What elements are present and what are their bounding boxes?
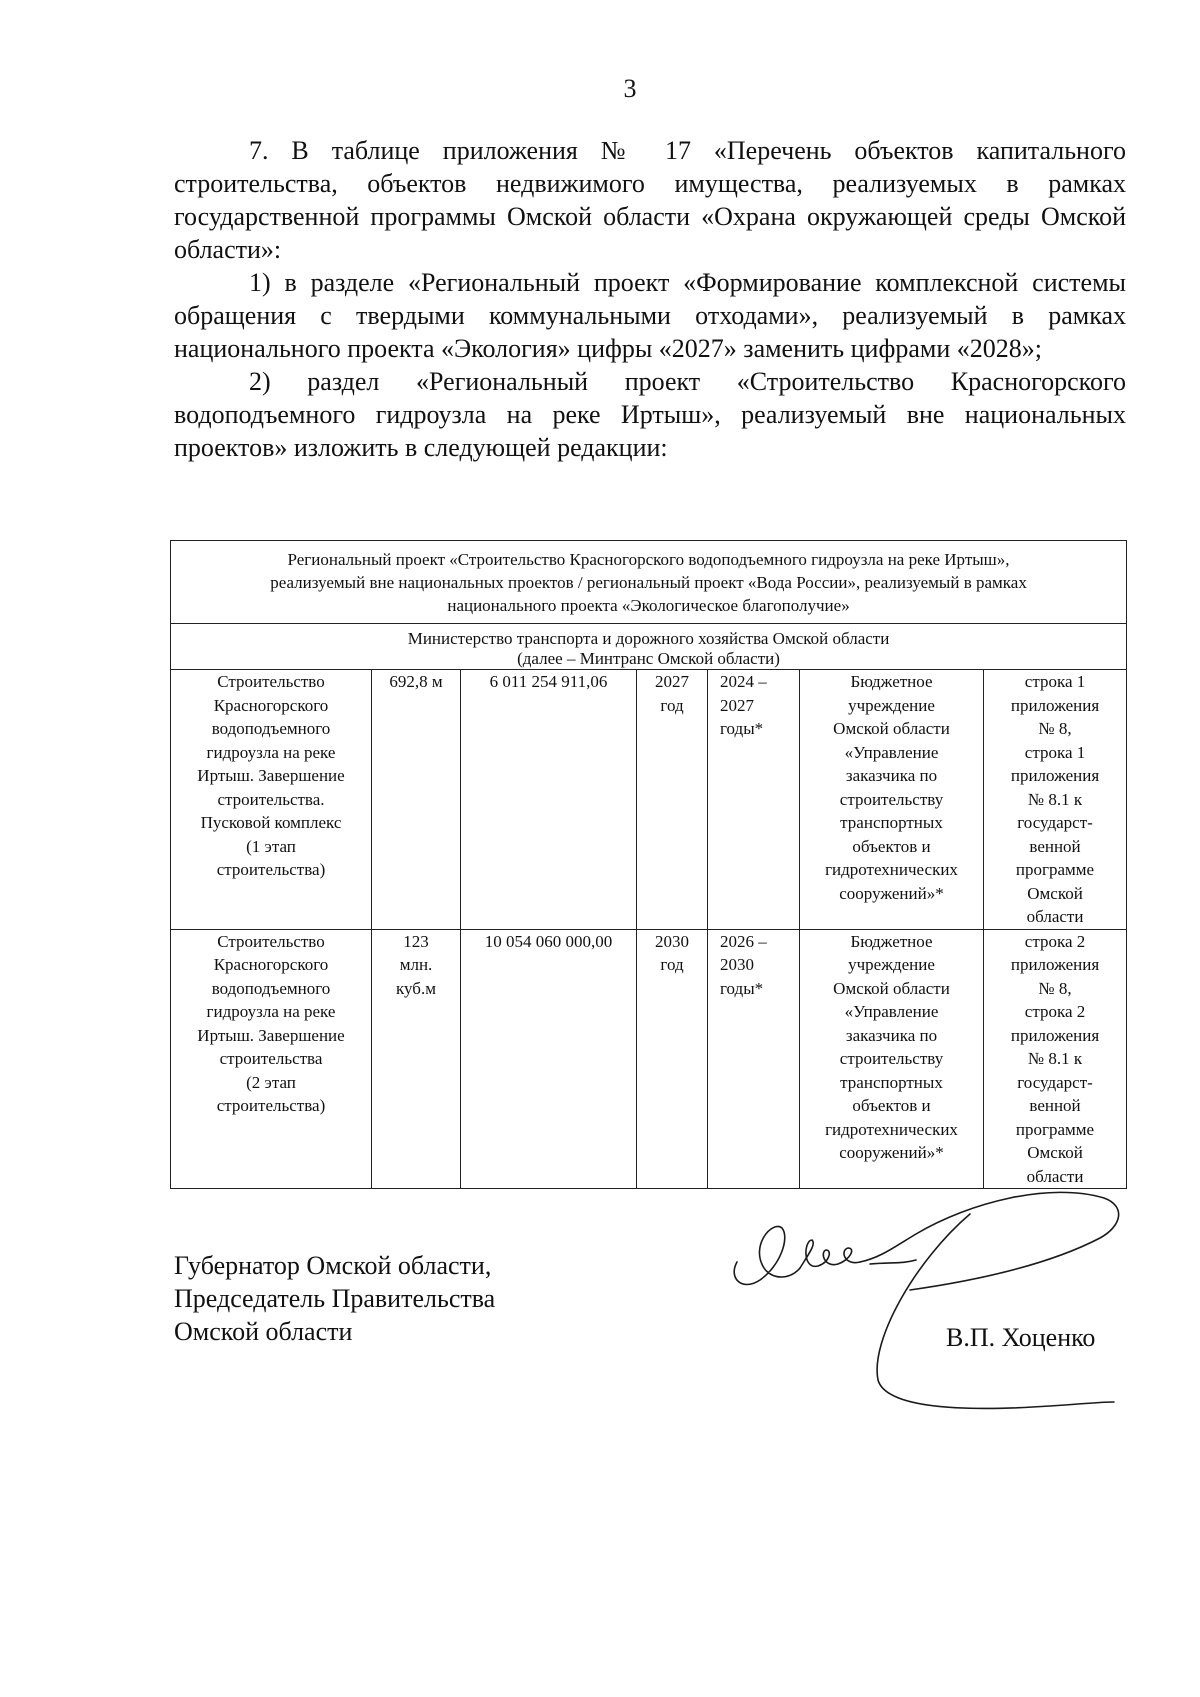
table-row	[171, 670, 1127, 930]
paragraph-subitem-2: 2) раздел «Региональный проект «Строительство Красногорского водоподъемного гидроузла на реке Иртыш», реализуемый вне национальных проектов» изложить в следующей редакции:	[174, 367, 1126, 462]
paragraph-item-7: 7. В таблице приложения № 17 «Перечень объектов капитального строительства, объектов недвижимого имущества, реализуемых в рамках государственной программы Омской области «Охрана окружающей среды Омской области»:	[174, 136, 1126, 264]
paragraph-subitem-1: 1) в разделе «Региональный проект «Формирование комплексной системы обращения с твердыми коммунальными отходами», реализуемый в рамках национального проекта «Экология» цифры «2027» заменить цифрами «2028»;	[174, 268, 1126, 363]
signature-stroke	[877, 1214, 1114, 1408]
completion-year-cell: 2030 год	[637, 929, 708, 1189]
document-body	[174, 134, 1126, 464]
capacity-cell: 692,8 м	[372, 670, 461, 930]
signature-stroke	[870, 1260, 916, 1264]
signature-stroke	[860, 1192, 1119, 1290]
table-row	[171, 929, 1127, 1189]
table-ministry-row	[171, 624, 1127, 670]
signatory-title-line: Омской области	[174, 1317, 353, 1346]
handwritten-signature	[720, 1180, 1140, 1430]
cost-cell: 10 054 060 000,00	[461, 929, 637, 1189]
customer-cell: Бюджетное учреждение Омской области «Управление заказчика по строительству транспортных объектов и гидротехнических сооружений»*	[800, 670, 984, 930]
table-header-row	[171, 541, 1127, 624]
implementation-period-cell: 2026 – 2030 годы*	[708, 929, 800, 1189]
capital-objects-table	[170, 540, 1127, 1189]
object-name-cell: Строительство Красногорского водоподъемного гидроузла на реке Иртыш. Завершение строительства (2 этап строительства)	[171, 929, 372, 1189]
signatory-title-line: Председатель Правительства	[174, 1284, 496, 1313]
regional-project-header: Региональный проект «Строительство Красногорского водоподъемного гидроузла на реке Иртыш», реализуемый вне национальных проектов / региональный проект «Вода России», реализуемый в рамках национального проекта «Экологическое благополучие»	[171, 541, 1127, 624]
signatory-name: В.П. Хоценко	[946, 1323, 1096, 1352]
signatory-title-line: Губернатор Омской области,	[174, 1251, 492, 1280]
completion-year-cell: 2027 год	[637, 670, 708, 930]
capacity-cell: 123 млн. куб.м	[372, 929, 461, 1189]
object-name-cell: Строительство Красногорского водоподъемного гидроузла на реке Иртыш. Завершение строительства. Пусковой комплекс (1 этап строительства)	[171, 670, 372, 930]
cost-cell: 6 011 254 911,06	[461, 670, 637, 930]
implementation-period-cell: 2024 – 2027 годы*	[708, 670, 800, 930]
reference-cell: строка 1 приложения № 8, строка 1 приложения № 8.1 к государст- венной программе Омской области	[984, 670, 1127, 930]
signature-stroke	[800, 1240, 860, 1268]
ministry-header: Министерство транспорта и дорожного хозяйства Омской области (далее – Минтранс Омской области)	[171, 624, 1127, 670]
signature-stroke	[734, 1227, 800, 1285]
reference-cell: строка 2 приложения № 8, строка 2 приложения № 8.1 к государст- венной программе Омской области	[984, 929, 1127, 1189]
page-number: 3	[623, 74, 637, 103]
customer-cell: Бюджетное учреждение Омской области «Управление заказчика по строительству транспортных объектов и гидротехнических сооружений»*	[800, 929, 984, 1189]
signatory-title	[174, 1249, 495, 1348]
